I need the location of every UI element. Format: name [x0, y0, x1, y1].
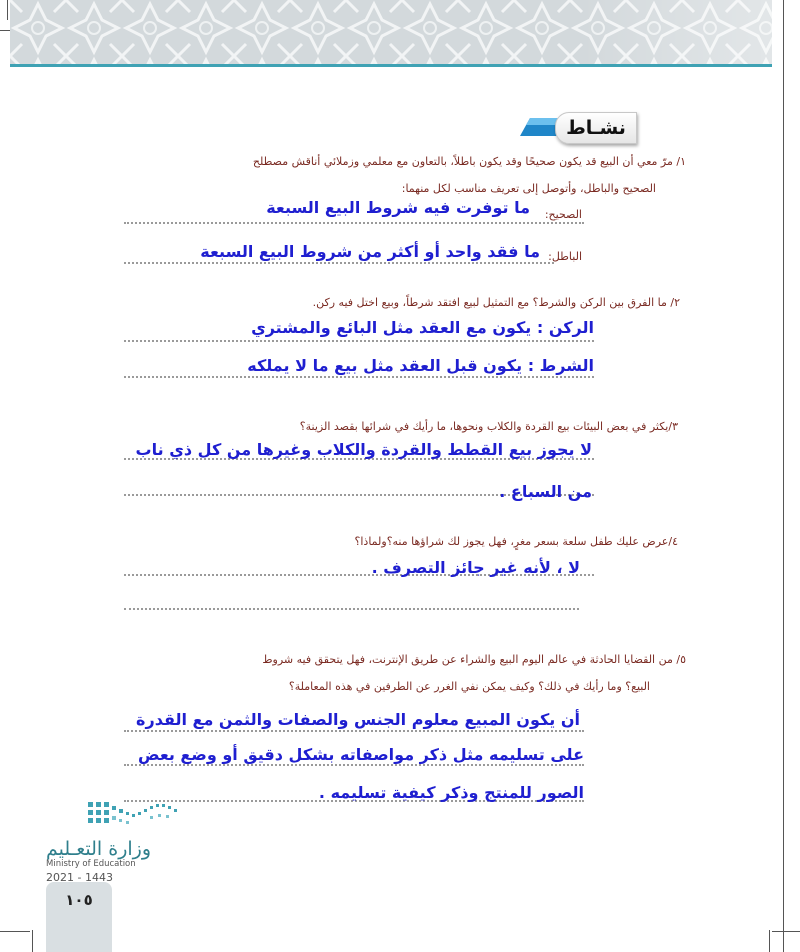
question-5-line-1: ٥/ من القضايا الحادثة في عالم اليوم البيع والشراء عن طريق الإنترنت، فهل يتحقق فيه شروط [262, 653, 686, 666]
answer-2-line-1: الركن : يكون مع العقد مثل البائع والمشتري [251, 318, 594, 337]
crop-mark [0, 30, 10, 31]
header-accent-line [10, 64, 772, 67]
page-number: ١٠٥ [65, 891, 93, 909]
answer-3-line-1: لا يجوز بيع القطط والقردة والكلاب وغيرها من كل ذي ناب [135, 440, 592, 459]
ministry-logo-icon [88, 800, 180, 830]
answer-5-line-2: على تسليمه مثل ذكر مواصفاته بشكل دقيق أو وضع بعض [137, 745, 584, 764]
question-1-line-2: الصحيح والباطل، وأتوصل إلى تعريف مناسب لكل منهما: [401, 182, 656, 195]
answer-5-line-3: الصور للمنتج وذكر كيفية تسليمه . [318, 783, 584, 802]
question-3-text: ٣/يكثر في بعض البيئات بيع القردة والكلاب ونحوها، ما رأيك في شرائها بقصد الزينة؟ [299, 420, 678, 433]
question-4-text: ٤/عرض عليك طفل سلعة بسعر مغرٍ، فهل يجوز لك شراؤها منه؟ولماذا؟ [354, 535, 678, 548]
ministry-name-english: Ministry of Education [46, 859, 136, 869]
crop-mark [32, 930, 33, 952]
answer-line [124, 222, 584, 224]
activity-heading [555, 112, 637, 144]
answer-2-line-2: الشرط : يكون قبل العقد مثل بيع ما لا يملكه [247, 356, 594, 375]
crop-line [7, 0, 8, 20]
question-5-line-2: البيع؟ وما رأيك في ذلك؟ وكيف يمكن نفي الغرر عن الطرفين في هذه المعاملة؟ [288, 680, 650, 693]
question-2-text: ٢/ ما الفرق بين الركن والشرط؟ مع التمثيل لبيع افتقد شرطاً، وبيع اختل فيه ركن. [312, 296, 680, 309]
edition-year: 2021 - 1443 [46, 871, 113, 884]
label-void: الباطل: [548, 250, 582, 263]
crop-line [783, 0, 784, 952]
crop-mark [0, 931, 30, 932]
crop-mark [772, 931, 800, 932]
answer-4-line-1: لا ، لأنه غير جائز التصرف . [371, 558, 580, 577]
activity-title: نشـاط [566, 117, 626, 139]
answer-line [124, 730, 584, 732]
answer-line [124, 262, 554, 264]
question-1-line-1: ١/ مرّ معي أن البيع قد يكون صحيحًا وقد يكون باطلاً، بالتعاون مع معلمي وزملائي أناقش مصطلح [252, 155, 686, 168]
answer-5-line-1: أن يكون المبيع معلوم الجنس والصفات والثمن مع القدرة [136, 710, 580, 729]
answer-line [124, 376, 594, 378]
answer-line [124, 340, 594, 342]
answer-line [124, 608, 579, 610]
answer-valid: ما توفرت فيه شروط البيع السبعة [266, 198, 530, 217]
answer-void: ما فقد واحد أو أكثر من شروط البيع السبعة [200, 242, 540, 261]
crop-mark [769, 930, 770, 952]
header-banner [10, 0, 772, 64]
ministry-name-arabic: وزارة التعـليم [46, 838, 152, 860]
answer-line [124, 764, 584, 766]
label-valid: الصحيح: [544, 208, 582, 221]
answer-3-line-2: من السباع . [499, 482, 592, 501]
